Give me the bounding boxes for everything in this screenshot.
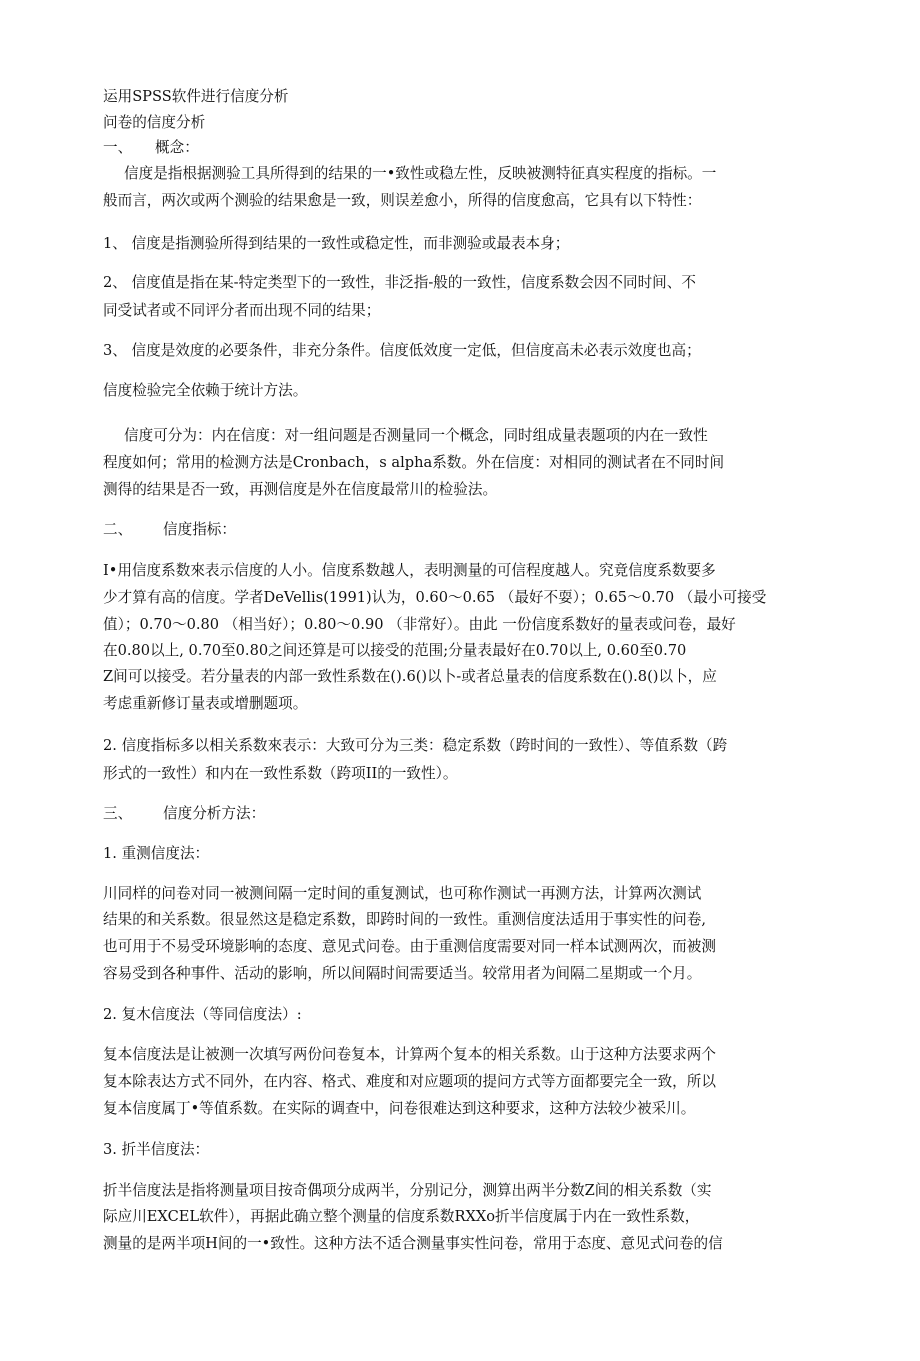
s2-p1-line-6: 考虑重新修订量表或增删题项。 [103, 695, 308, 712]
method2-line-3: 复本信度属丁•等值系数。在实际的调查中，问卷很难达到这种要求，这种方法较少被采川。 [103, 1100, 696, 1117]
method3-line-3: 测量的是两半项H间的一•致性。这种方法不适合测量事实性问卷，常用于态度、意见式问卷的信 [103, 1235, 723, 1252]
s2-p2-line-2: 形式的一致性）和内在一致性系数（跨项II的一致性）。 [103, 765, 458, 782]
method1-line-3: 也可用于不易受环境影响的态度、意见式问卷。由于重测信度需要对同一样本试测两次，而被测 [103, 938, 716, 955]
s1-item-3: 3、 信度是效度的必要条件，非充分条件。信度低效度一定低，但信度高未必表示效度也高； [103, 342, 701, 359]
s1-item-1: 1、 信度是指测验所得到结果的一致性或稳定性，而非测验或最表本身； [103, 235, 570, 252]
s1-note: 信度检验完全依赖于统计方法。 [103, 382, 308, 399]
s1-item-2-line-1: 2、 信度值是指在某-特定类型下的一致性，非泛指-般的一致性，信度系数会因不同时间、不 [103, 274, 696, 291]
s2-p1-line-1: I•用信度系数來表示信度的人小。信度系数越人，表明测量的可信程度越人。究竟信度系数要多 [103, 562, 716, 579]
s2-p1-line-4: 在0.80以上, 0.70至0.80之间还算是可以接受的范围;分量表最好在0.70以上, 0.60至0.70 [103, 642, 687, 659]
section1-heading [103, 138, 199, 158]
method3-line-1: 折半信度法是指将测量项目按奇偶项分成两半，分别记分，测算出两半分数Z间的相关系数（实 [103, 1182, 712, 1199]
section2-number: 二、 [103, 521, 133, 538]
s1-intro-line-1: 信度是指根据测验工具所得到的结果的一•致性或稳左性，反映被测特征真实程度的指标。一 [124, 165, 717, 182]
method1-line-2: 结果的和关系数。很显然这是稳定系数，即跨时间的一致性。重测信度法适用于事实性的问卷, [103, 911, 706, 928]
s2-p1-line-5: Z间可以接受。若分量表的内部一致性系数在().6()以卜-或者总量表的信度系数在().8()以卜，应 [103, 668, 717, 685]
section1-title: 概念： [155, 139, 199, 156]
method1-line-4: 容易受到各种事件、活动的影响，所以间隔时间需要适当。较常用者为间隔二星期或一个月。 [103, 965, 702, 982]
method2-title: 2. 复木信度法（等同信度法）: [103, 1006, 302, 1023]
section3-number: 三、 [103, 805, 133, 822]
method3-line-2: 际应川EXCEL软件），再据此确立整个测量的信度系数RXXo折半信度属于内在一致性系数， [103, 1208, 700, 1225]
doc-subtitle: 问卷的信度分析 [103, 114, 206, 131]
s2-p1-line-3: 值）；0.70〜0.80 （相当好）；0.80〜0.90 （非常好）。由此 一份信度系数好的量表或问卷，最好 [103, 616, 736, 633]
s1-types-line-1: 信度可分为：内在信度：对一组问题是否测量同一个概念，同时组成量表题项的内在一致性 [124, 427, 708, 444]
s1-types-line-2: 程度如何；常用的检测方法是Cronbach，s alpha系数。外在信度：对相同的测试者在不同时间 [103, 454, 725, 471]
method1-line-1: 川同样的问卷对同一被测间隔一定时间的重复测试，也可称作测试一再测方法，计算两次测试 [103, 885, 702, 902]
section1-number: 一、 [103, 139, 133, 156]
method2-line-1: 复本信度法是让被测一次填写两份问卷复本，计算两个复本的相关系数。山于这种方法要求两个 [103, 1046, 716, 1063]
s1-intro-line-2: 般而言，两次或两个测验的结果愈是一致，则误差愈小，所得的信度愈高，它具有以下特性： [103, 192, 702, 209]
section3-heading [103, 804, 265, 824]
method2-line-2: 复本除表达方式不同外，在内容、格式、难度和对应题项的提问方式等方面都要完全一致，所以 [103, 1073, 716, 1090]
s2-p1-line-2: 少才算有高的信度。学者DeVellis(1991)认为，0.60〜0.65 （最好不耍）；0.65〜0.70 （最小可接受 [103, 589, 767, 606]
s1-types-line-3: 测得的结果是否一致，再测信度是外在信度最常川的检验法。 [103, 481, 498, 498]
section2-title: 信度指标： [163, 521, 236, 538]
s2-p2-line-1: 2. 信度指标多以相关系数來表示：大致可分为三类：稳定系数（跨时间的一致性）、等值系数（跨 [103, 737, 728, 754]
section3-title: 信度分析方法： [163, 805, 266, 822]
doc-title: 运用SPSS软件进行信度分析 [103, 88, 289, 105]
s1-item-2-line-2: 同受试者或不同评分者而出现不同的结果； [103, 302, 381, 319]
section2-heading [103, 520, 236, 540]
method1-title: 1. 重测信度法： [103, 845, 210, 862]
method3-title: 3. 折半信度法： [103, 1141, 210, 1158]
